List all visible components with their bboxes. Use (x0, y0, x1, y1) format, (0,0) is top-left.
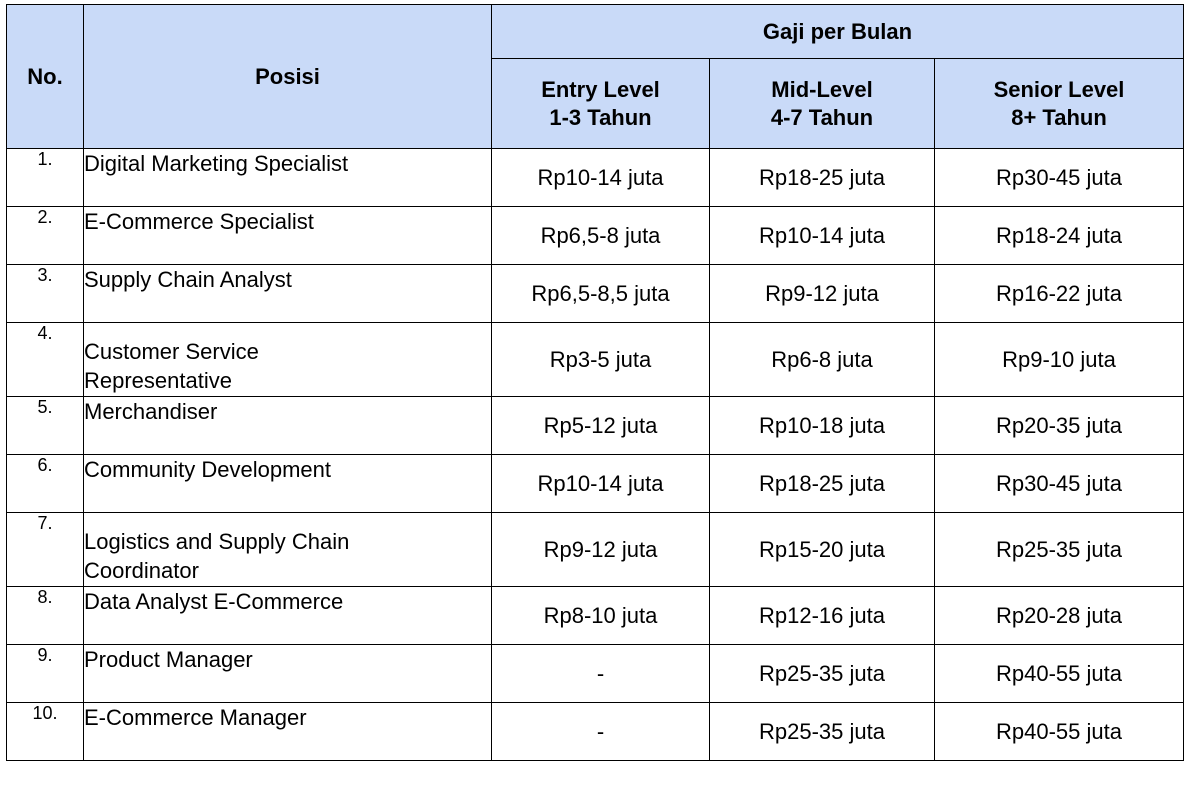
entry-salary: Rp8-10 juta (492, 587, 710, 645)
row-number: 5. (7, 397, 84, 455)
senior-salary: Rp30-45 juta (935, 149, 1184, 207)
entry-level-name: Entry Level (541, 76, 660, 102)
row-number: 10. (7, 703, 84, 761)
position-line: Community Development (84, 457, 331, 482)
position-cell (84, 587, 492, 645)
position-line: E-Commerce Specialist (84, 209, 314, 234)
entry-salary: Rp6,5-8,5 juta (492, 265, 710, 323)
senior-salary: Rp40-55 juta (935, 645, 1184, 703)
senior-salary: Rp20-28 juta (935, 587, 1184, 645)
table-row (7, 645, 1184, 703)
position-line: Representative (84, 368, 232, 393)
mid-salary: Rp25-35 juta (710, 645, 935, 703)
mid-level-years: 4-7 Tahun (770, 104, 874, 130)
mid-salary: Rp10-14 juta (710, 207, 935, 265)
position-line: Supply Chain Analyst (84, 267, 292, 292)
position-cell (84, 703, 492, 761)
row-number: 3. (7, 265, 84, 323)
row-number: 4. (7, 323, 84, 397)
mid-salary: Rp9-12 juta (710, 265, 935, 323)
entry-salary: - (492, 645, 710, 703)
senior-salary: Rp30-45 juta (935, 455, 1184, 513)
position-cell (84, 207, 492, 265)
senior-salary: Rp9-10 juta (935, 323, 1184, 397)
row-number: 9. (7, 645, 84, 703)
table-row (7, 265, 1184, 323)
position-cell (84, 149, 492, 207)
position-cell (84, 645, 492, 703)
header-senior-level (935, 59, 1184, 149)
header-no: No. (7, 5, 84, 149)
position-line: Coordinator (84, 558, 199, 583)
row-number: 2. (7, 207, 84, 265)
table-row (7, 703, 1184, 761)
table-row (7, 455, 1184, 513)
row-number: 7. (7, 513, 84, 587)
entry-salary: - (492, 703, 710, 761)
table-row (7, 207, 1184, 265)
senior-salary: Rp25-35 juta (935, 513, 1184, 587)
entry-level-years: 1-3 Tahun (549, 104, 652, 130)
position-line: Product Manager (84, 647, 253, 672)
header-mid-level (710, 59, 935, 149)
header-salary-group: Gaji per Bulan (492, 5, 1184, 59)
row-number: 1. (7, 149, 84, 207)
entry-salary: Rp3-5 juta (492, 323, 710, 397)
header-posisi: Posisi (84, 5, 492, 149)
senior-salary: Rp16-22 juta (935, 265, 1184, 323)
header-entry-level (492, 59, 710, 149)
salary-table (6, 4, 1184, 761)
senior-level-years: 8+ Tahun (1011, 104, 1107, 130)
senior-salary: Rp20-35 juta (935, 397, 1184, 455)
table-row (7, 397, 1184, 455)
table-row (7, 587, 1184, 645)
entry-salary: Rp10-14 juta (492, 455, 710, 513)
position-cell (84, 397, 492, 455)
table-row (7, 323, 1184, 397)
entry-salary: Rp5-12 juta (492, 397, 710, 455)
position-line: Logistics and Supply Chain (84, 529, 350, 554)
position-cell (84, 323, 492, 397)
row-number: 8. (7, 587, 84, 645)
mid-salary: Rp10-18 juta (710, 397, 935, 455)
mid-level-name: Mid-Level (771, 76, 873, 102)
position-cell (84, 513, 492, 587)
mid-salary: Rp6-8 juta (710, 323, 935, 397)
table-body (7, 149, 1184, 761)
entry-salary: Rp10-14 juta (492, 149, 710, 207)
position-line: Merchandiser (84, 399, 218, 424)
mid-salary: Rp18-25 juta (710, 455, 935, 513)
senior-salary: Rp18-24 juta (935, 207, 1184, 265)
mid-salary: Rp12-16 juta (710, 587, 935, 645)
mid-salary: Rp15-20 juta (710, 513, 935, 587)
position-line: Digital Marketing Specialist (84, 151, 349, 176)
position-line: Customer Service (84, 339, 259, 364)
position-cell (84, 265, 492, 323)
position-line: E-Commerce Manager (84, 705, 307, 730)
senior-level-name: Senior Level (993, 76, 1125, 102)
mid-salary: Rp18-25 juta (710, 149, 935, 207)
entry-salary: Rp9-12 juta (492, 513, 710, 587)
mid-salary: Rp25-35 juta (710, 703, 935, 761)
senior-salary: Rp40-55 juta (935, 703, 1184, 761)
header-row-top (7, 5, 1184, 59)
entry-salary: Rp6,5-8 juta (492, 207, 710, 265)
row-number: 6. (7, 455, 84, 513)
table-header (7, 5, 1184, 149)
table-row (7, 513, 1184, 587)
position-line: Data Analyst E-Commerce (84, 589, 344, 614)
table-row (7, 149, 1184, 207)
position-cell (84, 455, 492, 513)
